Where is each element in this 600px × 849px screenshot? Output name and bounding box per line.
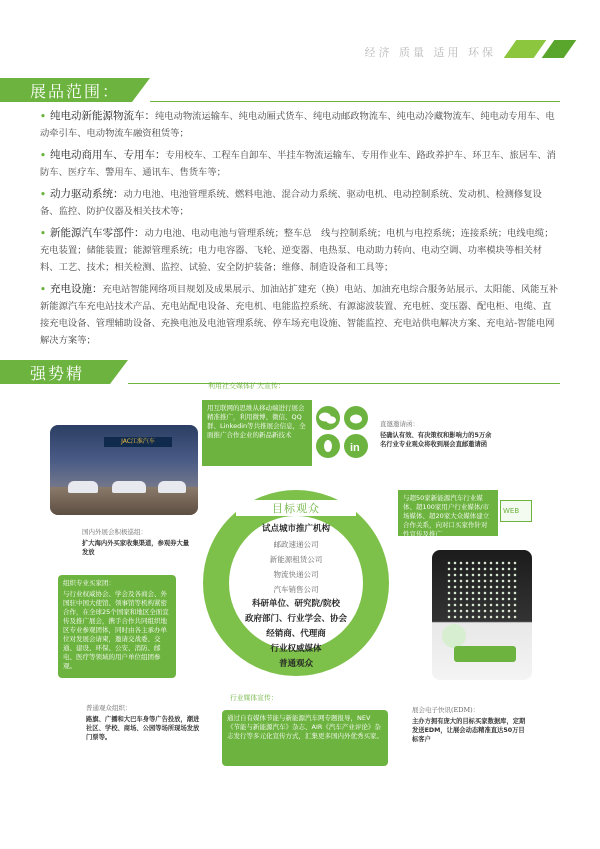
section-range-banner xyxy=(0,78,132,102)
edm-title: 展会电子快讯(EDM)： xyxy=(412,706,480,714)
domestic-title: 国内外展会积极巡组： xyxy=(82,528,147,536)
range-item xyxy=(40,281,560,349)
section-range-title: 展品范围： xyxy=(30,82,121,101)
domestic-note xyxy=(82,528,192,557)
bullet-icon: • xyxy=(40,228,46,239)
range-item-text: 充电站智能网络项目规划及成果展示、加油站扩建充（换）电站、加油充电综合服务站展示、太阳能、风能互补新能源汽车充电站技术产品、充电站配电设备、充电机、电能监控系统、有源滤波装置、充电桩、变压器、配电柜、电缆、直接充电设备、管理辅助设备、充换电池及电池管理系统、停车场充电设施、智能监控、充电站供电解决方案、充电站-智能电网解决方案等； xyxy=(40,284,559,346)
photo-facade xyxy=(446,560,518,620)
exhibition-hall-photo xyxy=(50,425,198,515)
invitation-title: 直邀邀请函： xyxy=(380,420,419,428)
edm-note xyxy=(412,706,530,744)
invitation-text: 径确认有效、有决策权和影响力的5万余名行业专业观众将收到展会直邮邀请函 xyxy=(380,432,492,448)
section-strength-banner xyxy=(0,360,110,406)
section-range-divider xyxy=(150,101,560,102)
web-media-box xyxy=(398,490,498,536)
target-item: 汽车销售公司 xyxy=(273,585,319,594)
header-decoration xyxy=(542,40,577,58)
bullet-icon: • xyxy=(40,150,46,161)
header-decoration xyxy=(504,40,547,58)
section-strength-divider xyxy=(128,383,560,384)
exhibition-building-photo xyxy=(432,550,532,680)
buyer-group-text: 与行业权威协会、学会及各商会、外国驻中国大使馆、领事馆等机构紧密合作，在全球25个国家和地区全面宣传及推广展会，携手合作共同组织地区专业参观团体，同时由各主承办单位对发展会请柬，邀请交战委、交通、建设、环保、公安、消防、邮电、医疗等领域的用户单位组团参观。 xyxy=(63,590,169,670)
target-item: 新能源租赁公司 xyxy=(269,555,323,564)
general-audience-title: 普通观众组织： xyxy=(86,704,132,712)
target-item: 物流快递公司 xyxy=(273,570,319,579)
bullet-icon: • xyxy=(40,189,46,200)
social-icons xyxy=(312,404,372,460)
target-title: 目标观众 xyxy=(272,502,320,515)
range-item xyxy=(40,186,560,220)
range-item-lead: 纯电动新能源物流车： xyxy=(49,110,155,122)
photo-car xyxy=(158,481,186,493)
target-item: 行业权威媒体 xyxy=(270,644,322,654)
bullet-icon: • xyxy=(40,111,46,122)
range-item-text: 纯电动物流运输车、纯电动厢式货车、纯电动邮政物流车、纯电动冷藏物流车、纯电动专用车、电动牵引车、电动物流车融资租赁等； xyxy=(40,111,555,139)
photo-car xyxy=(112,481,146,493)
range-item-text: 动力电池、电动电池与管理系统；整车总 线与控制系统；电机与电控系统；连接系统；电线电缆；充电装置；储能装置；能源管理系统；电力电容器、飞轮、逆变器、电热泵、电动助力转向、电动空调、功率模块等相关材料、工艺、技术；相关检测、监控、试验、安全防护装备；维修、制造设备和工具等； xyxy=(40,228,554,273)
social-media-text: 用互联网的思维从移动端进行展会精准推广，利用微博、微信、QQ群、Linkedin等共推展会信息，全面推广合作企业的新品新技术 xyxy=(207,404,306,439)
target-item: 邮政速递公司 xyxy=(273,540,319,549)
target-audience-list xyxy=(228,500,364,672)
bullet-icon: • xyxy=(40,284,46,295)
section-strength-title: 强势精准： xyxy=(30,364,85,406)
range-item xyxy=(40,225,560,276)
range-list xyxy=(40,108,560,354)
range-item-text: 动力电池、电池管理系统、燃料电池、混合动力系统、驱动电机、电动控制系统、发动机、检测修复设备、监控、防护仪器及相关技术等； xyxy=(40,189,542,217)
web-icon xyxy=(500,500,532,522)
buyer-group-box xyxy=(58,575,176,678)
industry-media-box xyxy=(222,694,388,766)
photo-bus xyxy=(454,646,516,662)
edm-text: 主办方拥有庞大的目标买家数据库，定期发送EDM，让展会动态精准直达50万目标客户 xyxy=(412,718,526,743)
buyer-group-title: 组织专业买家团： xyxy=(63,579,115,587)
photo-sign: JAC江淮汽车 xyxy=(104,437,172,447)
range-item-lead: 充电设施： xyxy=(49,283,103,295)
range-item-lead: 动力驱动系统： xyxy=(49,188,124,200)
domestic-text: 扩大海内外买家收集渠道，参观券大量发放 xyxy=(82,540,190,556)
range-item xyxy=(40,147,560,181)
target-item: 科研单位、研究院/院校 xyxy=(251,599,341,609)
general-audience-text: 路旗、广播和大巴车身等广告投放，潮进社区、学校、商场、公园等场所现场发放门票等。 xyxy=(86,716,200,741)
target-item: 试点城市推广机构 xyxy=(261,524,330,534)
general-audience-note xyxy=(86,704,202,742)
invitation-note xyxy=(380,420,492,449)
social-media-title: 利用社交媒体扩大宣传： xyxy=(208,382,285,390)
range-item-lead: 新能源汽车零部件： xyxy=(49,227,145,239)
social-media-box xyxy=(202,382,312,466)
range-item-lead: 纯电动商用车、专用车： xyxy=(49,149,166,161)
target-item: 经销商、代理商 xyxy=(266,629,326,639)
svg-text:in: in xyxy=(350,442,360,454)
web-media-text: 与超50家新能源汽车行业媒体、超100家用户行业媒体/市场媒体、超20家大众媒体建立合作关系，向对口买家作针对性宣传及推广 xyxy=(403,494,490,538)
industry-media-text: 通过自有媒体节能与新能源汽车网专题报导，NEV《节能与新能源汽车》杂志、AIR《汽车产业评论》杂志发行等多元化宣传方式，汇集更多国内外优秀买家。 xyxy=(227,714,383,740)
photo-car xyxy=(68,481,98,493)
photo-logo xyxy=(442,624,466,648)
range-item-text: 专用校车、工程车自卸车、半挂车物流运输车、专用作业车、路政养护车、环卫车、旅居车、消防车、医疗车、警用车、通讯车、售货车等； xyxy=(40,150,556,178)
industry-media-title: 行业媒体宣传： xyxy=(230,694,278,702)
header-tagline: 经济 质量 适用 环保 xyxy=(364,46,496,59)
target-item: 普通观众 xyxy=(278,659,313,669)
range-item xyxy=(40,108,560,142)
target-item: 政府部门、行业学会、协会 xyxy=(244,614,347,624)
